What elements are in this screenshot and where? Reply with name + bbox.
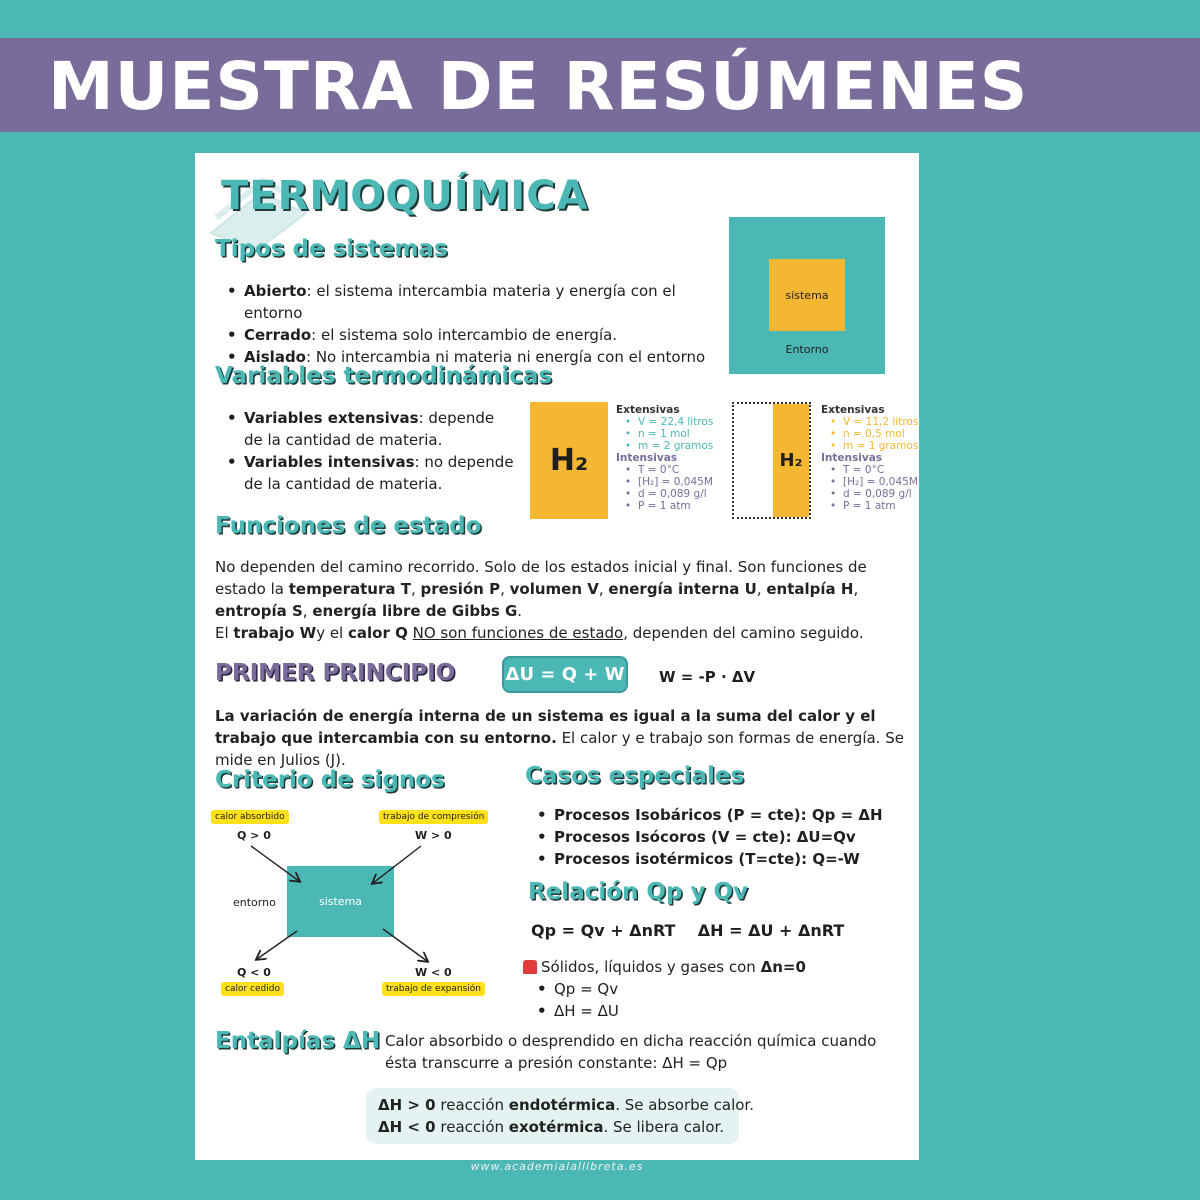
- w-positive: W > 0: [415, 829, 452, 842]
- environment-label: Entorno: [785, 343, 829, 356]
- relacion-formula: Qp = Qv + ΔnRT ΔH = ΔU + ΔnRT: [531, 921, 845, 940]
- criterio-heading: Criterio de signos: [215, 767, 445, 793]
- relacion-list: [525, 978, 725, 1022]
- alarm-icon: [523, 960, 537, 974]
- w-negative: W < 0: [415, 966, 452, 979]
- list-item: • Abierto: el sistema intercambia materia y energía con el entorno: [215, 280, 715, 324]
- footer-url: www.academialallibreta.es: [470, 1160, 644, 1173]
- system-box: sistema: [769, 259, 845, 331]
- primer-heading: PRIMER PRINCIPIO: [215, 660, 456, 686]
- sign-arrows: [195, 153, 495, 1153]
- summary-page: [195, 153, 919, 1160]
- tag-calor-cedido: calor cedido: [221, 982, 284, 996]
- enthalpy-box: [366, 1088, 754, 1144]
- first-law-formula: ΔU = Q + W: [502, 656, 628, 693]
- endothermic-line: ΔH > 0 reacción endotérmica. Se absorbe calor.: [378, 1096, 754, 1114]
- banner-title: MUESTRA DE RESÚMENES: [48, 48, 1029, 125]
- casos-list: [525, 804, 905, 870]
- tag-trabajo-expansion: trabajo de expansión: [382, 982, 485, 996]
- relacion-heading: Relación Qp y Qv: [528, 879, 748, 905]
- tag-trabajo-compresion: trabajo de compresión: [379, 810, 488, 824]
- list-item: • Qp = Qv: [525, 978, 725, 1000]
- banner: [0, 38, 1200, 132]
- box1-properties: Extensivas • V = 22,4 litros • n = 1 mol • m = 2 gramos Intensivas • T = 0°C • [H₂] = 0,045M • d = 0,089 g/l • P = 1 atm: [616, 404, 721, 512]
- funciones-heading: Funciones de estado: [215, 513, 482, 539]
- casos-heading: Casos especiales: [525, 763, 745, 789]
- sistema-box: sistema: [287, 866, 394, 937]
- q-positive: Q > 0: [237, 829, 271, 842]
- list-item: • Procesos Isócoros (V = cte): ΔU=Qv: [525, 826, 905, 848]
- exothermic-line: ΔH < 0 reacción exotérmica. Se libera calor.: [378, 1118, 725, 1136]
- h2-box-full: H₂: [530, 402, 608, 519]
- q-negative: Q < 0: [237, 966, 271, 979]
- work-formula: W = -P · ΔV: [659, 668, 756, 686]
- list-item: • Cerrado: el sistema solo intercambio de energía.: [215, 324, 715, 346]
- h2-box-half: H₂: [732, 402, 811, 519]
- list-item: • Aislado: No intercambia ni materia ni energía con el entorno: [215, 346, 715, 368]
- list-item: • ΔH = ΔU: [525, 1000, 725, 1022]
- system-diagram: [729, 217, 885, 374]
- funciones-paragraph: No dependen del camino recorrido. Solo de los estados inicial y final. Son funciones de estado la temperatura T, presión P, volumen V, energía interna U, entalpía H, entropía S, energía libre de Gibbs G. El trabajo Wy el calor Q NO son funciones de estado, dependen del camino seguido.: [215, 558, 867, 642]
- list-item: • Procesos Isobáricos (P = cte): Qp = ΔH: [525, 804, 905, 826]
- relacion-note: Sólidos, líquidos y gases con Δn=0: [523, 956, 903, 978]
- entalpias-heading: Entalpías ΔH: [215, 1028, 381, 1054]
- primer-paragraph: La variación de energía interna de un sistema es igual a la suma del calor y el trabajo que intercambia con su entorno. El calor y e trabajo son formas de energía. Se mide en Julios (J).: [215, 707, 904, 769]
- box2-properties: Extensivas • V = 11,2 litros • n = 0,5 mol • m = 1 gramos Intensivas • T = 0°C • [H₂] = 0,045M • d = 0,089 g/l • P = 1 atm: [821, 404, 919, 512]
- page-title: TERMOQUÍMICA: [221, 173, 589, 219]
- list-item: • Variables extensivas: depende de la cantidad de materia.: [215, 407, 515, 451]
- variables-heading: Variables termodinámicas: [215, 363, 553, 389]
- entorno-label: entorno: [233, 896, 276, 909]
- tag-calor-absorbido: calor absorbido: [211, 810, 289, 824]
- entalpias-text: Calor absorbido o desprendido en dicha reacción química cuando ésta transcurre a presión constante: ΔH = Qp: [385, 1032, 877, 1072]
- list-item: • Procesos isotérmicos (T=cte): Q=-W: [525, 848, 905, 870]
- tipos-heading: Tipos de sistemas: [215, 236, 448, 262]
- list-item: • Variables intensivas: no depende de la cantidad de materia.: [215, 451, 515, 495]
